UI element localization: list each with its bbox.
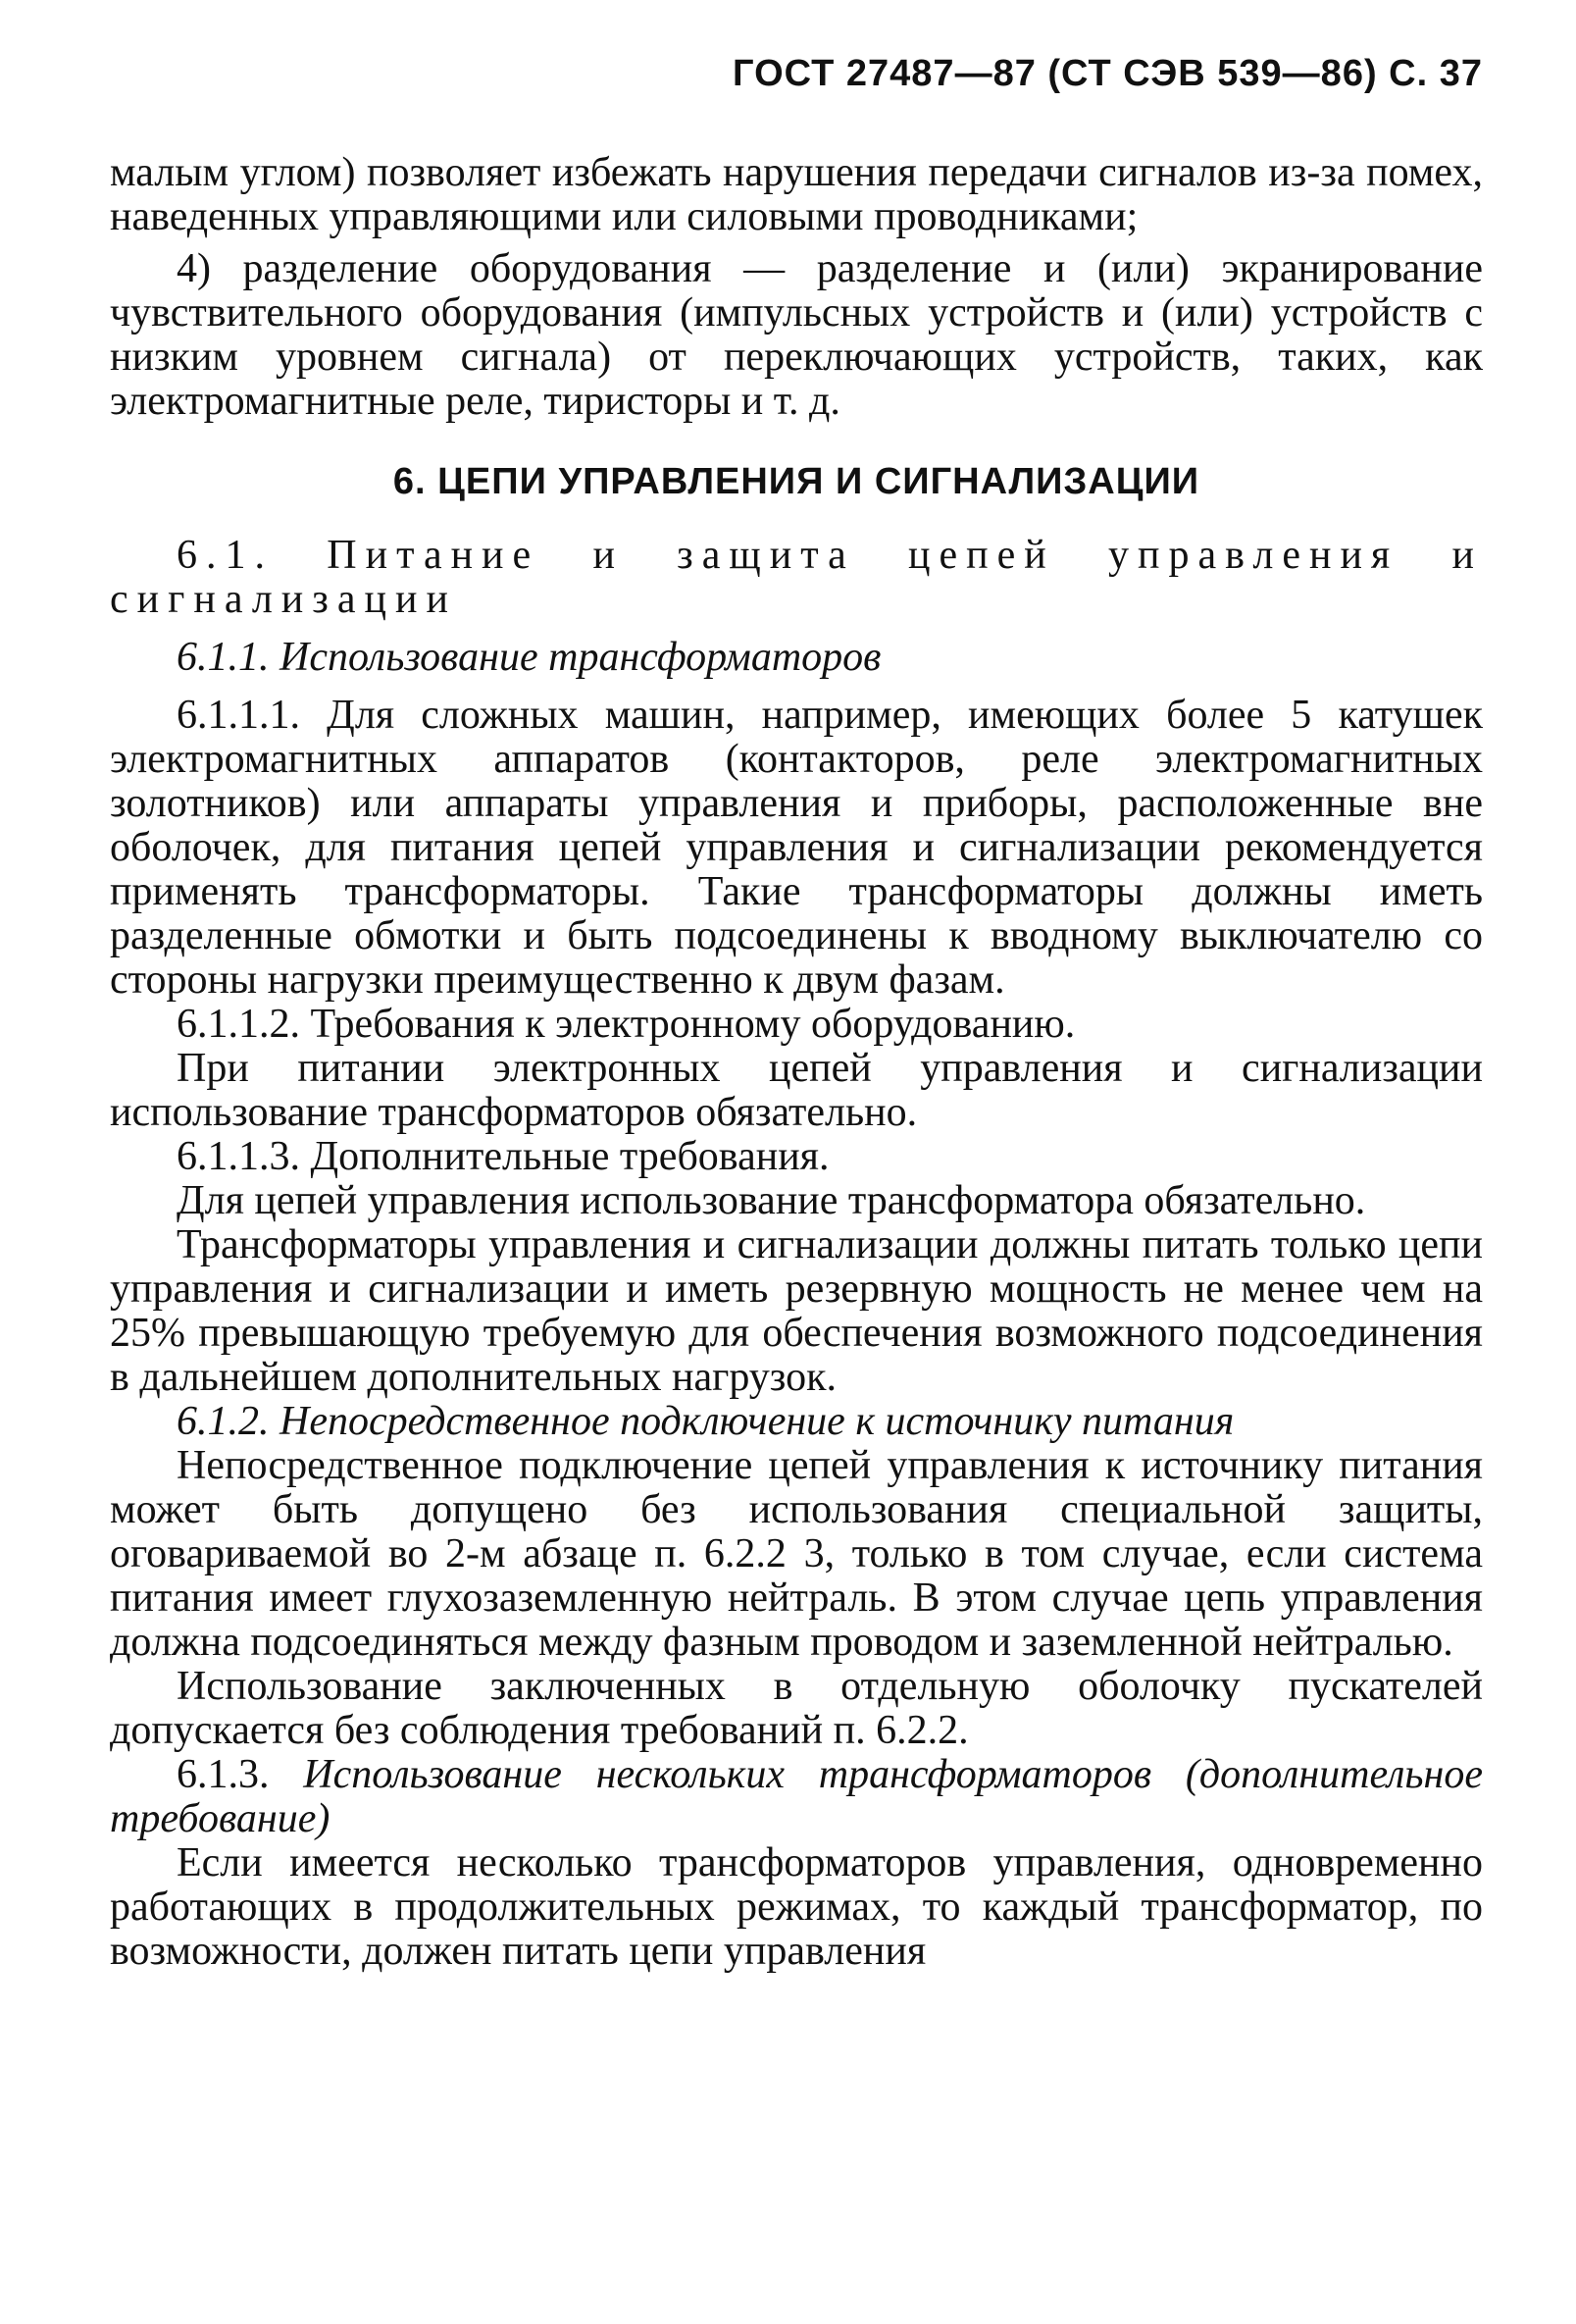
paragraph-equipment-separation: 4) разделение оборудования — разделение и (или) экранирование чувствительного оборудования (импульсных устройств и (или) устройств с низким уровнем сигнала) от переключающих устройств, таких, как электромагнитные реле, тиристоры и т. д. <box>110 246 1483 424</box>
paragraph-6-1-2-direct: Непосредственное подключение цепей управления к источнику питания может быть допущено без использования специальной защиты, оговариваемой во 2-м абзаце п. 6.2.2 3, только в том случае, если система питания имеет глухозаземленную нейтраль. В этом случае цепь управления должна подсоединяться между фазным проводом и заземленной нейтралью. <box>110 1443 1483 1665</box>
subsection-text-6-1-3: Использование нескольких трансформаторов (дополнительное требование) <box>110 1752 1484 1841</box>
paragraph-6-1-1-3-transformers: Трансформаторы управления и сигнализации должны питать только цепи управления и сигнализации и иметь резервную мощность не менее чем на 25% превышающую требуемую для обеспечения возможного подсоединения в дальнейшем дополнительных нагрузок. <box>110 1222 1483 1400</box>
subsection-number-6-1-3: 6.1.3. <box>177 1752 270 1797</box>
paragraph-6-1-1-2-body: При питании электронных цепей управления и сигнализации использование трансформаторов обязательно. <box>110 1046 1483 1135</box>
subsection-title-6-1: 6.1. Питание и защита цепей управления и сигнализации <box>110 533 1483 622</box>
paragraph-6-1-1-1: 6.1.1.1. Для сложных машин, например, имеющих более 5 катушек электромагнитных аппаратов (контакторов, реле электромагнитных золотников) или аппараты управления и приборы, расположенные вне оболочек, для питания цепей управления и сигнализации рекомендуется применять трансформаторы. Такие трансформаторы должны иметь разделенные обмотки и быть подсоединены к вводному выключателю со стороны нагрузки преимущественно к двум фазам. <box>110 693 1483 1003</box>
subsection-title-6-1-2: 6.1.2. Непосредственное подключение к источнику питания <box>177 1399 1235 1444</box>
paragraph-6-1-1-2: 6.1.1.2. Требования к электронному оборудованию. <box>177 1002 1076 1047</box>
paragraph-6-1-1-3: 6.1.1.3. Дополнительные требования. <box>177 1134 830 1179</box>
section-title: 6. ЦЕПИ УПРАВЛЕНИЯ И СИГНАЛИЗАЦИИ <box>392 461 1200 502</box>
page-header: ГОСТ 27487—87 (СТ СЭВ 539—86) С. 37 <box>733 53 1483 94</box>
paragraph-continued-text: малым углом) позволяет избежать нарушения передачи сигналов из-за помех, наведенных управляющими или силовыми проводниками; <box>110 150 1483 239</box>
paragraph-6-1-1-3-body: Для цепей управления использование трансформатора обязательно. <box>177 1178 1366 1223</box>
document-page <box>110 49 1483 1974</box>
subsection-title-6-1-3 <box>110 1753 1483 1841</box>
subsection-title-6-1-1: 6.1.1. Использование трансформаторов <box>177 635 882 680</box>
paragraph-6-1-2-starters: Использование заключенных в отдельную оболочку пускателей допускается без соблюдения требований п. 6.2.2. <box>110 1664 1483 1753</box>
paragraph-6-1-3: Если имеется несколько трансформаторов управления, одновременно работающих в продолжительных режимах, то каждый трансформатор, по возможности, должен питать цепи управления <box>110 1840 1483 1974</box>
paragraph-continued <box>110 151 1483 239</box>
